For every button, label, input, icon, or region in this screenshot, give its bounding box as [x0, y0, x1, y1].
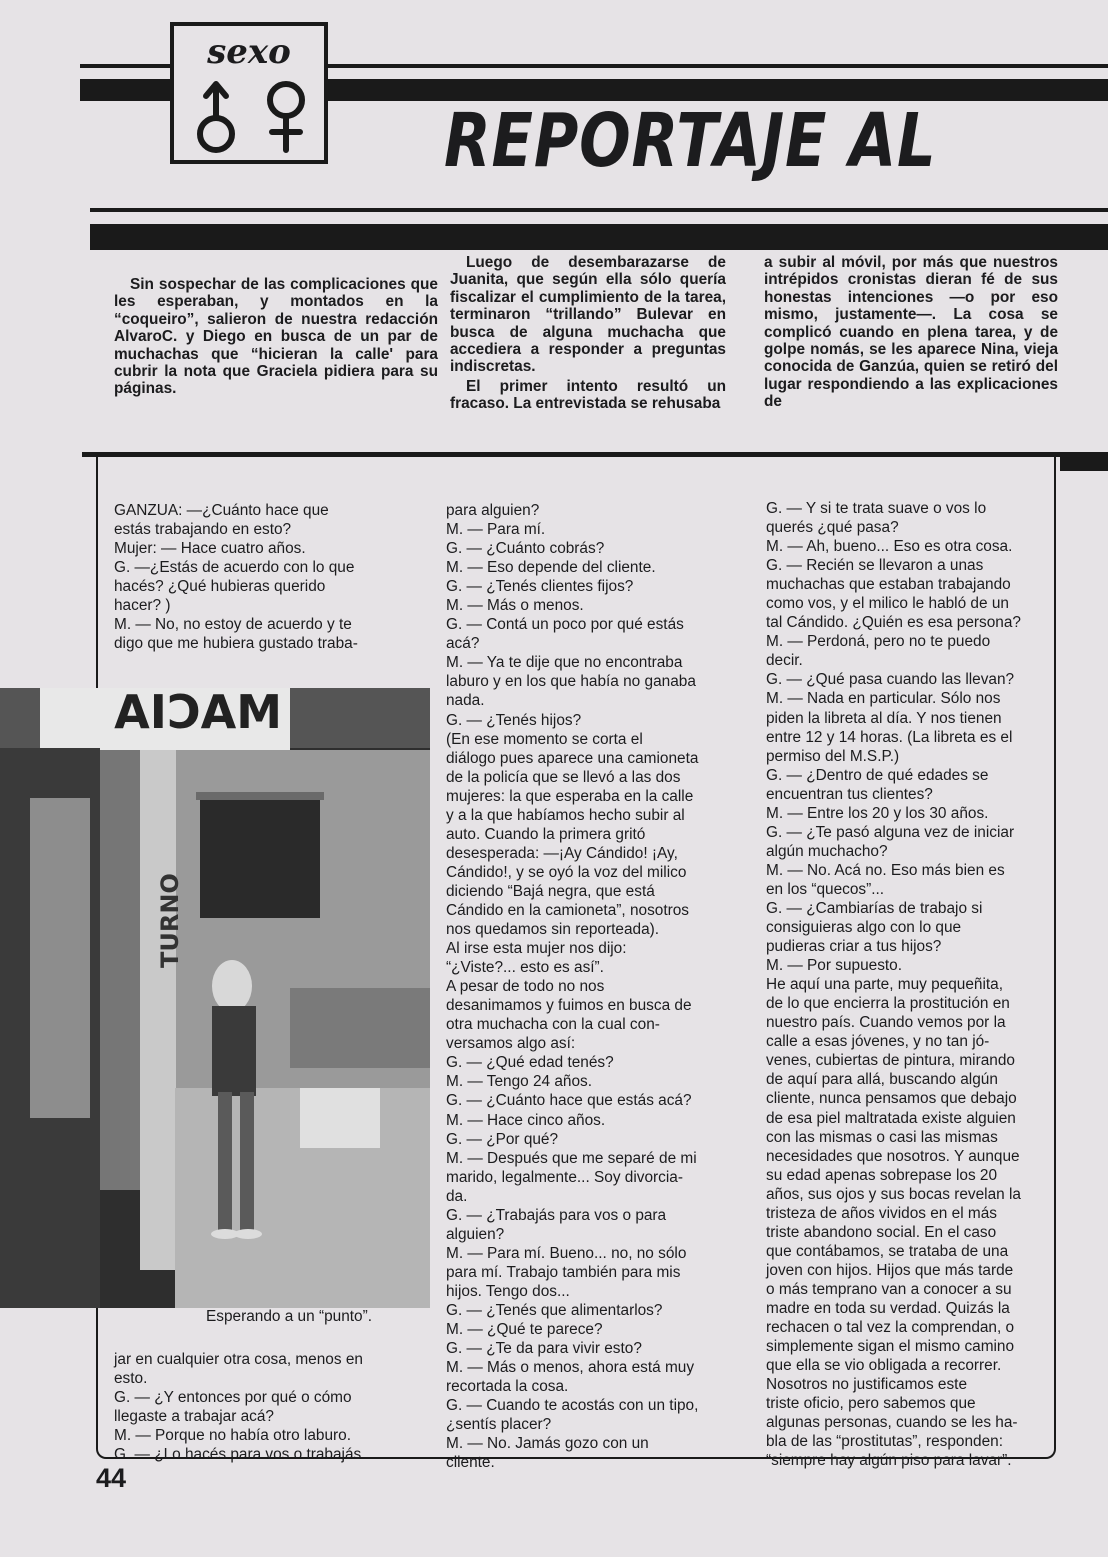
text-line: su edad apenas sobrepase los 20	[766, 1166, 998, 1184]
text-line: G. — ¿Tenés que alimentarlos?	[446, 1301, 663, 1319]
text-line: triste abandono social. En el caso	[766, 1223, 997, 1241]
text-line: hacer? )	[114, 597, 171, 615]
text-line: desanimamos y fuimos en busca de	[446, 997, 692, 1015]
text-line: marido, legalmente... Soy divorcia-	[446, 1168, 683, 1186]
text-line: pudieras criar a tus hijos?	[766, 938, 942, 956]
text-line: piden la libreta al día. Y nos tienen	[766, 709, 1002, 727]
text-line: tristeza de años vividos en el más	[766, 1204, 997, 1222]
text-line: de aquí para allá, buscando algún	[766, 1071, 998, 1089]
text-line: M. — Perdoná, pero no te puedo	[766, 633, 991, 651]
text-line: de esa piel maltratada existe alguien	[766, 1109, 1016, 1127]
text-line: auto. Cuando la primera gritó	[446, 825, 646, 843]
text-line: M. — Para mí. Bueno... no, no sólo	[446, 1244, 687, 1262]
text-line: como vos, y el milico le habló de un	[766, 595, 1009, 613]
gender-symbols-icon	[188, 74, 318, 156]
text-line: venes, cubiertas de pintura, mirando	[766, 1052, 1015, 1070]
text-line: encuentran tus clientes?	[766, 785, 933, 803]
text-line: ¿sentís placer?	[446, 1416, 552, 1434]
text-line: otra muchacha con la cual con-	[446, 1016, 660, 1034]
text-line: estás trabajando en esto?	[114, 521, 292, 539]
text-line: recortada la cosa.	[446, 1378, 569, 1396]
text-line: simplemente sigan el mismo camino	[766, 1338, 1015, 1356]
text-line: querés ¿qué pasa?	[766, 519, 899, 537]
text-line: “¿Viste?... esto es así”.	[446, 959, 604, 977]
sign-text: MACIA	[114, 688, 282, 739]
text-line: años, sus ojos y sus bocas revelan la	[766, 1185, 1021, 1203]
body-column-3	[766, 499, 1056, 1470]
text-line: M. — No. Jamás gozo con un	[446, 1435, 649, 1453]
text-line: G. — ¿Qué pasa cuando las llevan?	[766, 671, 1015, 689]
text-line: G. — Y si te trata suave o vos lo	[766, 500, 987, 517]
text-line: acá?	[446, 635, 480, 653]
text-line: triste oficio, pero sabemos que	[766, 1395, 976, 1413]
text-line: M. — Después que me separé de mi	[446, 1149, 697, 1167]
header-band-lower	[90, 224, 1108, 250]
text-line: G. — ¿Te pasó alguna vez de iniciar	[766, 823, 1015, 841]
text-line: M. — Hace cinco años.	[446, 1111, 606, 1129]
text-line: algún muchacho?	[766, 842, 888, 860]
intro-paragraph: El primer intento resultó un fracaso. La entrevistada se rehusaba	[450, 377, 726, 413]
text-line: algunas personas, cuando se les ha-	[766, 1414, 1018, 1432]
text-line: hijos. Tengo dos...	[446, 1282, 570, 1300]
text-line: y a la que habíamos hecho subir al	[446, 806, 685, 824]
text-line: G. — ¿Trabajás para vos o para	[446, 1206, 667, 1224]
text-line: G. —¿Estás de acuerdo con lo que	[114, 559, 355, 577]
text-line: mujeres: la que esperaba en la calle	[446, 787, 694, 805]
text-line: diciendo “Bajá negra, que está	[446, 882, 655, 900]
text-line: con las mismas o casi las mismas	[766, 1128, 998, 1146]
text-line: M. — Nada en particular. Sólo nos	[766, 690, 1001, 708]
text-line: llegaste a trabajar acá?	[114, 1408, 274, 1426]
intro-rule-right-band	[1060, 457, 1108, 471]
street-photo	[0, 688, 430, 1308]
text-line: digo que me hubiera gustado traba-	[114, 635, 358, 653]
text-line: M. — No, no estoy de acuerdo y te	[114, 616, 352, 634]
text-line: M. — Tengo 24 años.	[446, 1073, 593, 1091]
text-line: nada.	[446, 692, 485, 710]
page-number: 44	[96, 1463, 127, 1493]
intro-column-1	[114, 276, 438, 398]
text-line: M. — Entre los 20 y los 30 años.	[766, 804, 989, 822]
text-line: Nosotros no justificamos este	[766, 1376, 968, 1394]
text-line: que contábamos, se trataba de una	[766, 1242, 1009, 1260]
text-line: rechacen o tal vez la comprendan, o	[766, 1319, 1015, 1337]
text-line: GANZUA: —¿Cuánto hace que	[114, 502, 329, 519]
text-line: madre en toda su verdad. Quizás la	[766, 1299, 1010, 1317]
text-line: Mujer: — Hace cuatro años.	[114, 540, 306, 558]
text-line: M. — Ya te dije que no encontraba	[446, 654, 683, 672]
text-line: A pesar de todo no nos	[446, 978, 605, 996]
text-line: calle a esas jóvenes, y no tan jó-	[766, 1033, 990, 1051]
text-line: G. — ¿Cuánto cobrás?	[446, 540, 605, 558]
section-word: sexo	[207, 32, 291, 72]
header-rule-mid	[90, 208, 1108, 212]
text-line: G. — ¿Y entonces por qué o cómo	[114, 1389, 352, 1407]
text-line: de la policía que se llevó a las dos	[446, 768, 681, 786]
section-logo	[170, 22, 328, 164]
text-line: cliente.	[446, 1454, 495, 1472]
intro-column-3	[764, 254, 1058, 411]
text-line: muchachas que estaban trabajando	[766, 576, 1011, 594]
text-line: cliente, nunca pensamos que debajo	[766, 1090, 1017, 1108]
text-line: G. — Contá un poco por qué estás	[446, 616, 684, 634]
text-line: para alguien?	[446, 502, 540, 519]
text-line: M. — Para mí.	[446, 521, 546, 539]
text-line: jar en cualquier otra cosa, menos en	[114, 1351, 363, 1368]
text-line: G. — ¿Dentro de qué edades se	[766, 766, 989, 784]
text-line: G. — ¿Cambiarías de trabajo si	[766, 899, 983, 917]
text-line: M. — Porque no había otro laburo.	[114, 1427, 351, 1445]
text-line: He aquí una parte, muy pequeñita,	[766, 976, 1004, 994]
text-line: Al irse esta mujer nos dijo:	[446, 940, 627, 958]
text-line: M. — Por supuesto.	[766, 957, 903, 975]
text-line: nuestro país. Cuando vemos por la	[766, 1014, 1006, 1032]
pillar-text: TURNO	[156, 873, 184, 968]
intro-paragraph: Luego de desembarazarse de Juanita, que según ella sólo quería fiscalizar el cumplimiento de la tarea, terminaron “trillando” Bulevar en busca de alguna muchacha que accediera a responder a preguntas indiscretas.	[450, 254, 726, 376]
body-column-2	[446, 501, 736, 1472]
text-line: que ella se vio obligada a recorrer.	[766, 1357, 1002, 1375]
body-column-1-top	[114, 501, 404, 653]
text-line: versamos algo así:	[446, 1035, 576, 1053]
text-line: en los “quecos”...	[766, 880, 885, 898]
text-line: desesperada: —¡Ay Cándido! ¡Ay,	[446, 844, 678, 862]
text-line: G. — ¿Qué edad tenés?	[446, 1054, 614, 1072]
intro-paragraph: Sin sospechar de las complicaciones que les esperaban, y montados en la “coqueiro”, salieron de nuestra redacción AlvaroC. y Diego en busca de un par de muchachas que “hicieran la calle' para cubrir la nota que Graciela pidiera para su páginas.	[114, 276, 438, 398]
text-line: decir.	[766, 652, 803, 670]
body-column-1-bottom	[114, 1350, 404, 1464]
text-line: para mí. Trabajo también para mis	[446, 1263, 681, 1281]
intro-column-2	[450, 254, 726, 413]
text-line: G. — ¿Por qué?	[446, 1130, 559, 1148]
text-line: G. — ¿Lo hacés para vos o trabajás	[114, 1446, 362, 1464]
text-line: necesidades que nosotros. Y aunque	[766, 1147, 1020, 1165]
text-line: hacés? ¿Qué hubieras querido	[114, 578, 326, 596]
text-line: esto.	[114, 1370, 148, 1388]
text-line: G. — ¿Tenés hijos?	[446, 711, 582, 729]
text-line: entre 12 y 14 horas. (La libreta es el	[766, 728, 1013, 746]
intro-paragraph: a subir al móvil, por más que nuestros intrépidos cronistas dieran fé de sus honestas intenciones —o por eso mismo, justamente—. La cosa se complicó cuando en plena tarea, y de golpe nomás, se les aparece Nina, vieja conocida de Ganzúa, quien se retiró del lugar respondiendo a las explicaciones de	[764, 254, 1058, 411]
text-line: diálogo pues aparece una camioneta	[446, 749, 699, 767]
text-line: da.	[446, 1187, 468, 1205]
text-line: M. — No. Acá no. Eso más bien es	[766, 861, 1005, 879]
text-line: permiso del M.S.P.)	[766, 747, 900, 765]
text-line: tal Cándido. ¿Quién es esa persona?	[766, 614, 1021, 632]
text-line: G. — Recién se llevaron a unas	[766, 557, 984, 575]
text-line: (En ese momento se corta el	[446, 730, 643, 748]
text-line: M. — Ah, bueno... Eso es otra cosa.	[766, 538, 1013, 556]
text-line: M. — ¿Qué te parece?	[446, 1321, 603, 1339]
text-line: consiguieras algo con lo que	[766, 919, 962, 937]
text-line: Cándido!, y se oyó la voz del milico	[446, 863, 687, 881]
text-line: joven con hijos. Hijos que más tarde	[766, 1261, 1014, 1279]
text-line: G. — ¿Te da para vivir esto?	[446, 1340, 642, 1358]
text-line: G. — Cuando te acostás con un tipo,	[446, 1397, 699, 1415]
text-line: alguien?	[446, 1225, 505, 1243]
text-line: “siempre hay algún piso para lavar”.	[766, 1452, 1012, 1470]
photo-caption: Esperando a un “punto”.	[206, 1308, 372, 1325]
text-line: o más temprano van a conocer a su	[766, 1280, 1012, 1298]
text-line: de lo que encierra la prostitución en	[766, 995, 1010, 1013]
text-line: bla de las “prostitutas”, responden:	[766, 1433, 1003, 1451]
text-line: laburo y en los que había no ganaba	[446, 673, 696, 691]
article-title: REPORTAJE AL	[444, 98, 937, 184]
text-line: M. — Más o menos.	[446, 597, 584, 615]
text-line: G. — ¿Cuánto hace que estás acá?	[446, 1092, 692, 1110]
text-line: M. — Eso depende del cliente.	[446, 559, 656, 577]
text-line: M. — Más o menos, ahora está muy	[446, 1359, 695, 1377]
text-line: G. — ¿Tenés clientes fijos?	[446, 578, 634, 596]
text-line: Cándido en la camioneta”, nosotros	[446, 901, 689, 919]
text-line: nos quedamos sin reporteada).	[446, 921, 660, 939]
